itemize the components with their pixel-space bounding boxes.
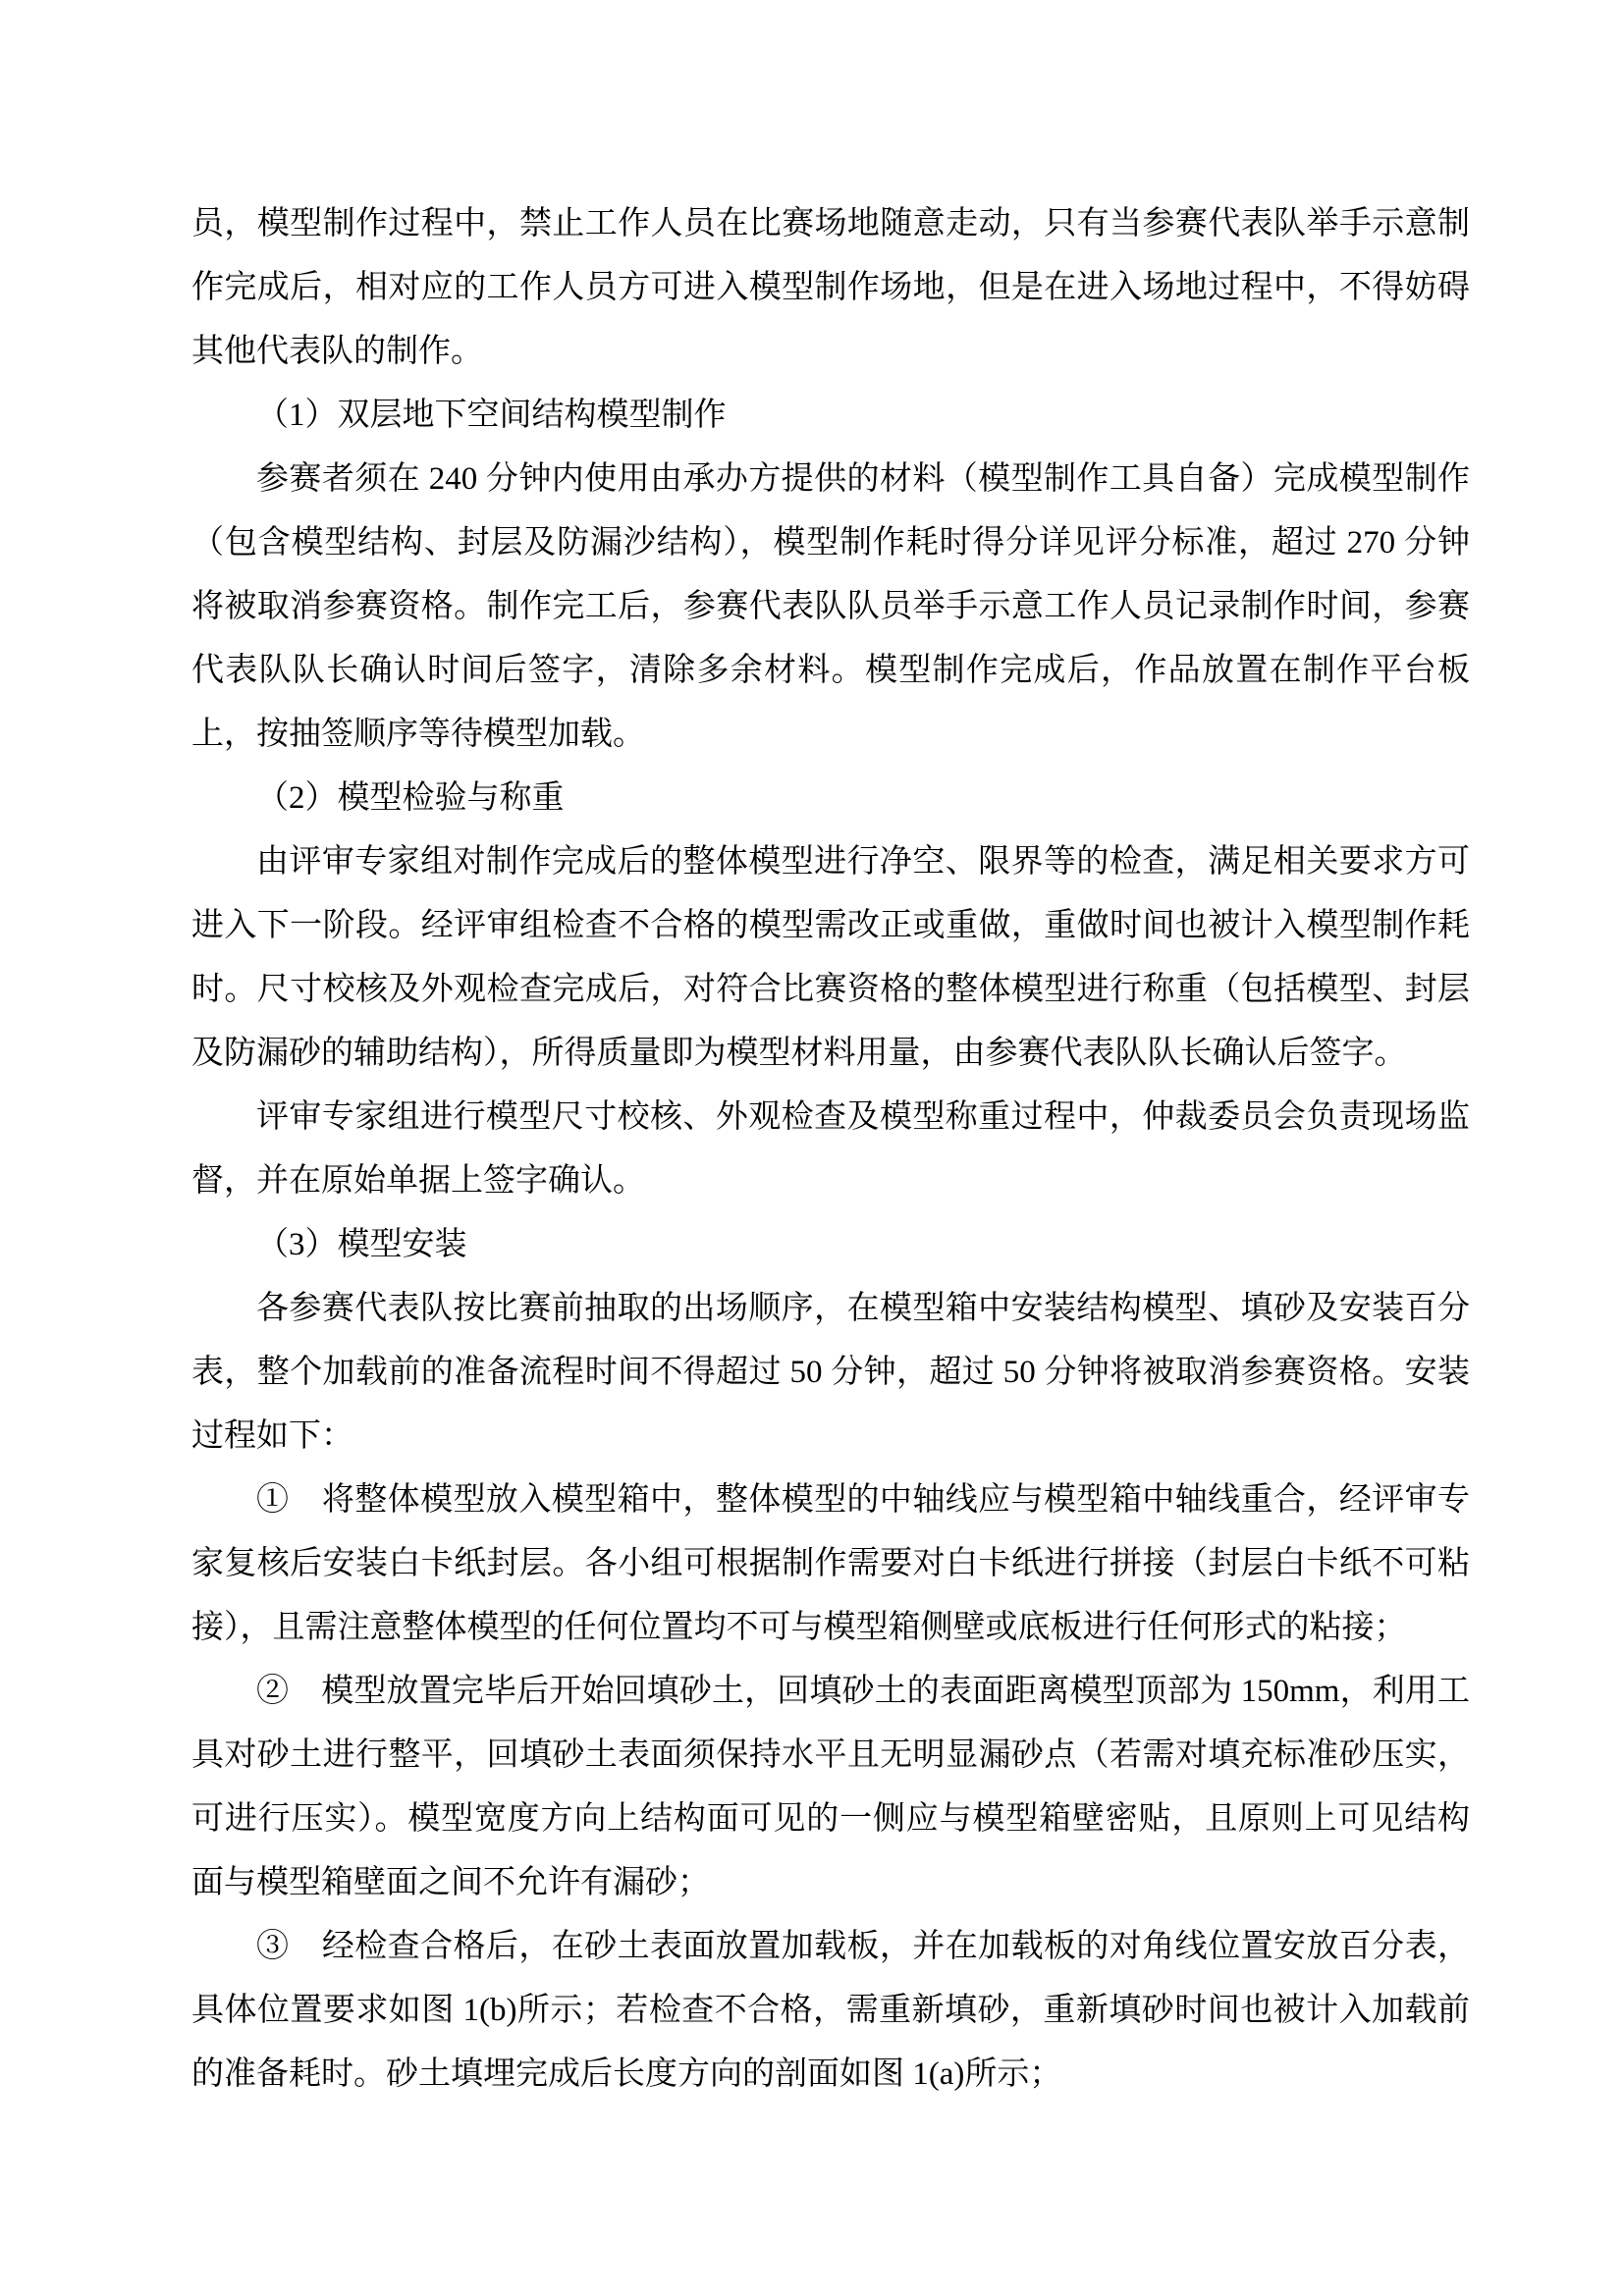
heading-item-3-model-installation: （3）模型安装	[256, 1227, 467, 1262]
step-2-backfill-sand-paragraph: ② 模型放置完毕后开始回填砂土，回填砂土的表面距离模型顶部为 150mm，利用工具对砂土进行整平，回填砂土表面须保持水平且无明显漏砂点（若需对填充标准砂压实，可进行压实）。模型宽度方向上结构面可见的一侧应与模型箱壁密贴，且原则上可见结构面与模型箱壁面之间不允许有漏砂；	[191, 1674, 1470, 1900]
paragraph-inspection-weighing: 由评审专家组对制作完成后的整体模型进行净空、限界等的检查，满足相关要求方可进入下一阶段。经评审组检查不合格的模型需改正或重做，重做时间也被计入模型制作耗时。尺寸校核及外观检查完成后，对符合比赛资格的整体模型进行称重（包括模型、封层及防漏砂的辅助结构），所得质量即为模型材料用量，由参赛代表队队长确认后签字。	[191, 844, 1470, 1071]
paragraph-model-making-rules: 参赛者须在 240 分钟内使用由承办方提供的材料（模型制作工具自备）完成模型制作（包含模型结构、封层及防漏沙结构），模型制作耗时得分详见评分标准，超过 270 分钟将被取消参赛资格。制作完工后，参赛代表队队员举手示意工作人员记录制作时间，参赛代表队队长确认时间后签字，清除多余材料。模型制作完成后，作品放置在制作平台板上，按抽签顺序等待模型加载。	[191, 461, 1470, 752]
step-1-place-model-paragraph: ① 将整体模型放入模型箱中，整体模型的中轴线应与模型箱中轴线重合，经评审专家复核后安装白卡纸封层。各小组可根据制作需要对白卡纸进行拼接（封层白卡纸不可粘接），且需注意整体模型的任何位置均不可与模型箱侧壁或底板进行任何形式的粘接；	[191, 1482, 1470, 1645]
heading-item-2-inspection-weighing: （2）模型检验与称重	[256, 780, 565, 816]
paragraph-arbitration-supervision: 评审专家组进行模型尺寸校核、外观检查及模型称重过程中，仲裁委员会负责现场监督，并在原始单据上签字确认。	[191, 1099, 1470, 1199]
step-3-loading-plate-paragraph: ③ 经检查合格后，在砂土表面放置加载板，并在加载板的对角线位置安放百分表，具体位置要求如图 1(b)所示；若检查不合格，需重新填砂，重新填砂时间也被计入加载前的准备耗时。砂土填埋完成后长度方向的剖面如图 1(a)所示；	[191, 1929, 1470, 2092]
paragraph-continued-from-previous-page: 员，模型制作过程中，禁止工作人员在比赛场地随意走动，只有当参赛代表队举手示意制作完成后，相对应的工作人员方可进入模型制作场地，但是在进入场地过程中，不得妨碍其他代表队的制作。	[191, 206, 1470, 369]
document-text-block	[191, 192, 1470, 2107]
heading-item-1-model-making: （1）双层地下空间结构模型制作	[256, 398, 727, 433]
paragraph-installation-overview: 各参赛代表队按比赛前抽取的出场顺序，在模型箱中安装结构模型、填砂及安装百分表，整个加载前的准备流程时间不得超过 50 分钟，超过 50 分钟将被取消参赛资格。安装过程如下：	[191, 1291, 1470, 1454]
